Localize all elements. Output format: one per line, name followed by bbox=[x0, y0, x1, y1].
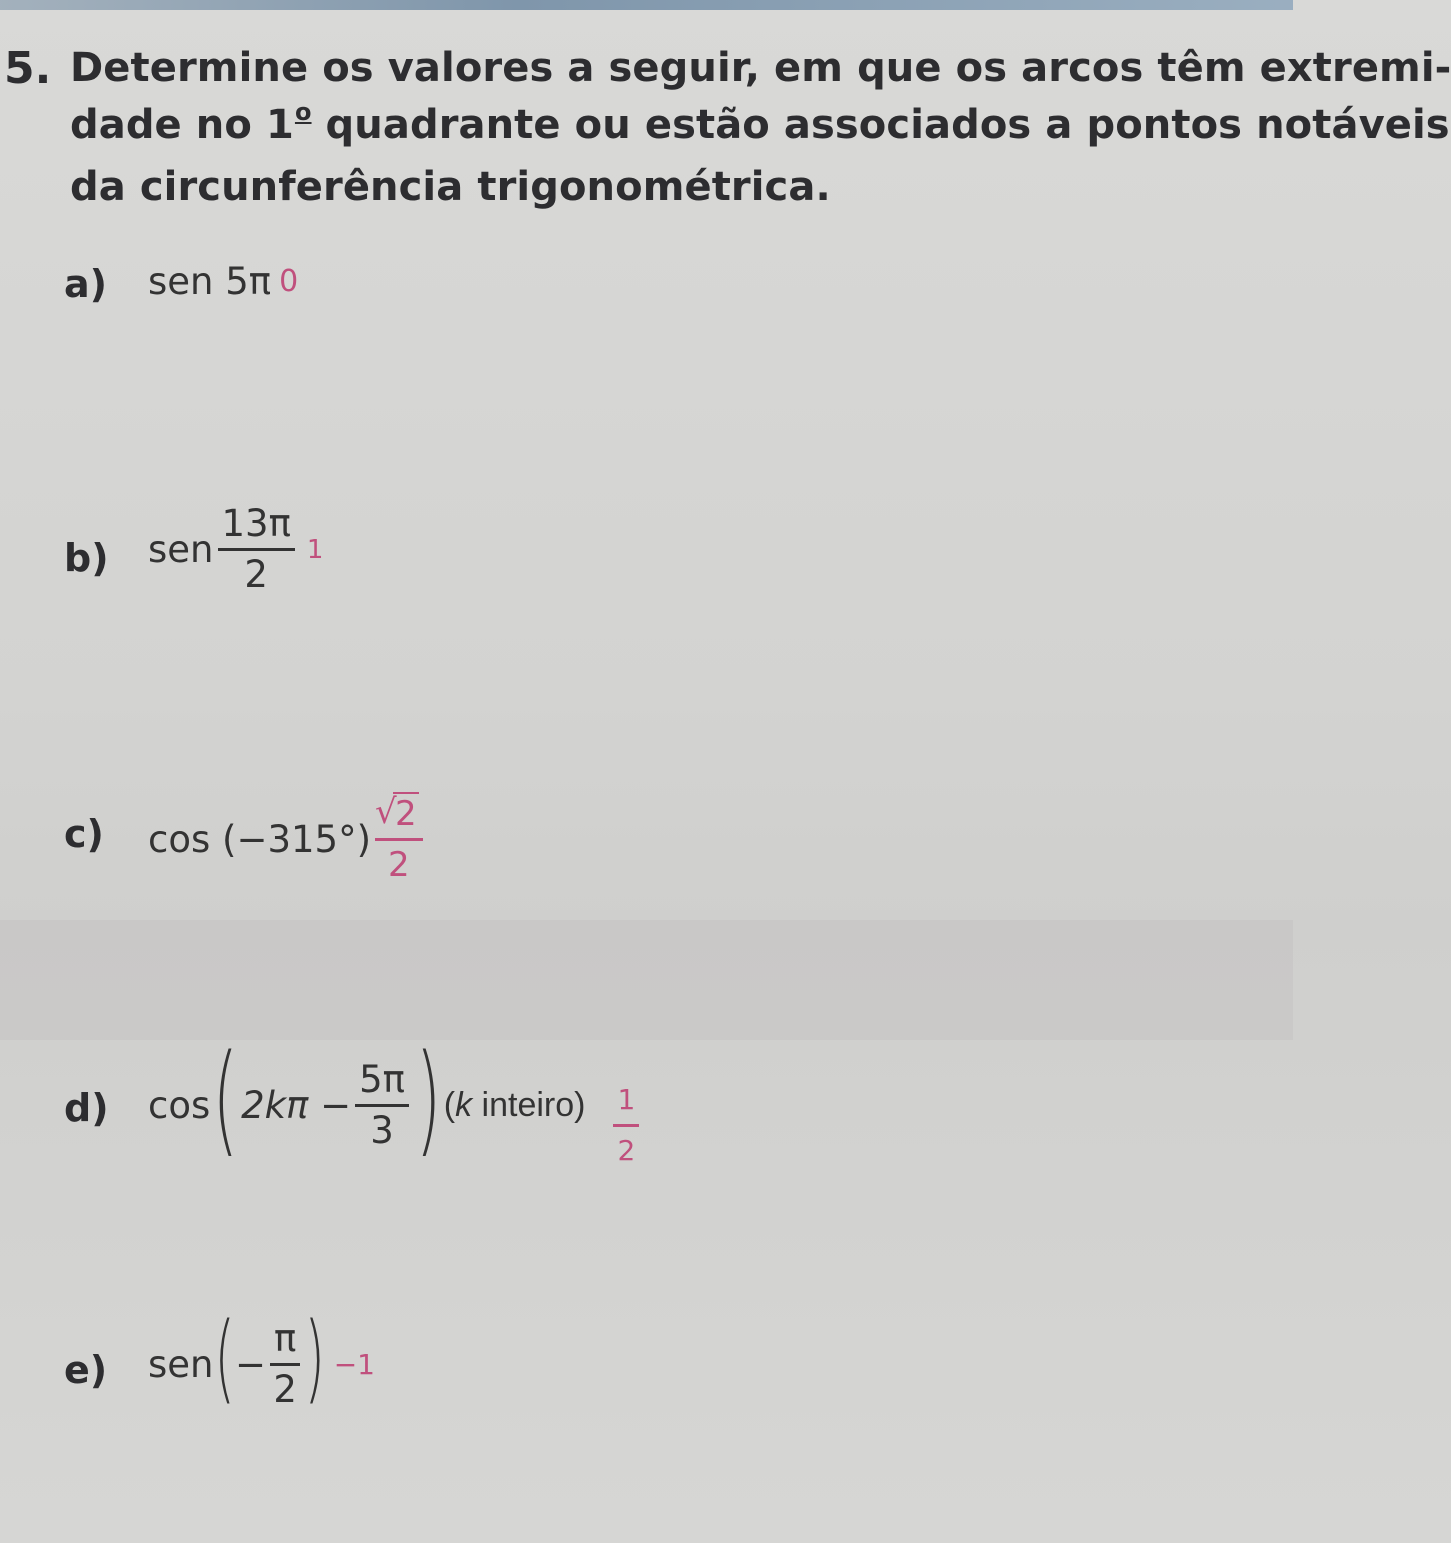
function-name: sen bbox=[148, 528, 214, 571]
statement-line-1: Determine os valores a seguir, em que os arcos têm extremi- bbox=[70, 45, 1451, 91]
fraction: $\frac{\pi}{2}$ bbox=[270, 1319, 300, 1410]
argument-prefix: 2kπ − bbox=[241, 1084, 352, 1127]
top-color-rule bbox=[0, 0, 1293, 10]
question-number: 5. bbox=[4, 43, 52, 94]
handwritten-answer: 0 bbox=[279, 264, 299, 299]
left-parenthesis: ( bbox=[212, 1029, 239, 1169]
numerator: 13π bbox=[218, 504, 295, 551]
function-name: cos bbox=[148, 818, 211, 861]
item-expression bbox=[148, 504, 323, 595]
statement-line-2: dade no 1$^o$ quadrante ou estão associados a pontos notáveis bbox=[70, 98, 1450, 148]
item-letter: a) bbox=[64, 262, 108, 306]
item-letter: d) bbox=[64, 1086, 109, 1130]
left-parenthesis: ( bbox=[213, 1302, 235, 1414]
item-letter: b) bbox=[64, 536, 109, 580]
fraction: $\frac{5\pi}{3}$ bbox=[355, 1060, 409, 1151]
item-letter: e) bbox=[64, 1348, 108, 1392]
fraction bbox=[218, 504, 295, 595]
sign: − bbox=[234, 1342, 266, 1386]
handwritten-answer: $\frac{1}{2}$ bbox=[613, 1080, 639, 1171]
page-shadow-band bbox=[0, 920, 1293, 1040]
square-root: √ 2 bbox=[379, 794, 419, 834]
question-statement bbox=[70, 40, 1451, 216]
function-name: cos bbox=[148, 1084, 211, 1127]
denominator: 2 bbox=[244, 553, 268, 596]
handwritten-answer: √ $\frac{2}{2}$ bbox=[375, 794, 423, 885]
handwritten-answer: −1 bbox=[333, 1347, 375, 1381]
condition-note: (k inteiro) bbox=[443, 1086, 586, 1124]
item-expression bbox=[148, 1302, 375, 1414]
item-expression bbox=[148, 1029, 643, 1171]
item-expression bbox=[148, 260, 298, 303]
argument: 5π bbox=[225, 260, 272, 303]
item-letter: c) bbox=[64, 812, 104, 856]
statement-line-3: da circunferência trigonométrica. bbox=[70, 164, 831, 210]
item-expression bbox=[148, 794, 427, 885]
ordinal-number: 1 bbox=[266, 102, 294, 148]
function-name: sen bbox=[148, 260, 214, 303]
argument: (−315°) bbox=[222, 818, 372, 861]
ordinal-indicator: o bbox=[294, 98, 312, 126]
right-parenthesis: ) bbox=[304, 1302, 326, 1414]
function-name: sen bbox=[148, 1342, 214, 1386]
handwritten-answer: 1 bbox=[306, 534, 324, 565]
right-parenthesis: ) bbox=[415, 1029, 442, 1169]
